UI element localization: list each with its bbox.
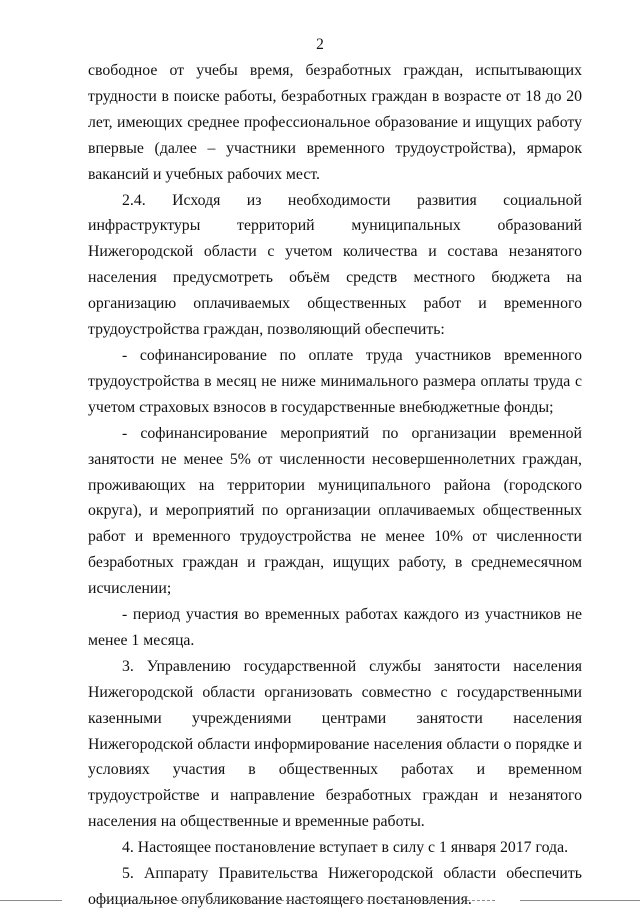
- bottom-rule-middle: [95, 900, 495, 901]
- paragraph-3: 3. Управлению государственной службы занятости населения Нижегородской области организовать совместно с государственными казенными учреждениями центрами занятости населения Нижегородской области информирование населения области о порядке и условиях участия в общественных работах и временном трудоустройстве и направление безработных граждан и незанятого населения на общественные и временные работы.: [88, 657, 582, 831]
- bottom-rule-left: [0, 900, 62, 901]
- paragraph-continuation: свободное от учебы время, безработных граждан, испытывающих трудности в поиске работы, безработных граждан в возрасте от 18 до 20 лет, имеющих среднее профессиональное образование и ищущих работу впервые (далее – участники временного трудоустройства), ярмарок вакансий и учебных рабочих мест.: [88, 62, 582, 183]
- bottom-rule-right: [520, 900, 640, 901]
- paragraph-4: 4. Настоящее постановление вступает в силу с 1 января 2017 года.: [122, 839, 569, 857]
- page-number: 2: [316, 36, 324, 53]
- list-item-cofinancing-wages: - софинансирование по оплате труда участников временного трудоустройства в месяц не ниже минимального размера оплаты труда с учетом страховых взносов в государственные внебюджетные фонды;: [88, 346, 582, 416]
- document-body: [88, 58, 582, 913]
- paragraph-5: 5. Аппарату Правительства Нижегородской области обеспечить официальное опубликование настоящего постановления.: [88, 865, 582, 908]
- paragraph-2-4: 2.4. Исходя из необходимости развития социальной инфраструктуры территорий муниципальных образований Нижегородской области с учетом количества и состава незанятого населения предусмотреть объём средств местного бюджета на организацию оплачиваемых общественных работ и временного трудоустройства граждан, позволяющий обеспечить:: [88, 191, 582, 339]
- list-item-period: - период участия во временных работах каждого из участников не менее 1 месяца.: [88, 606, 582, 649]
- list-item-cofinancing-events: - софинансирование мероприятий по организации временной занятости не менее 5% от численности несовершеннолетних граждан, проживающих на территории муниципального района (городского округа), и мероприятий по организации оплачиваемых общественных работ и временного трудоустройства не менее 10% от численности безработных граждан и граждан, ищущих работу, в среднемесячном исчислении;: [88, 424, 582, 598]
